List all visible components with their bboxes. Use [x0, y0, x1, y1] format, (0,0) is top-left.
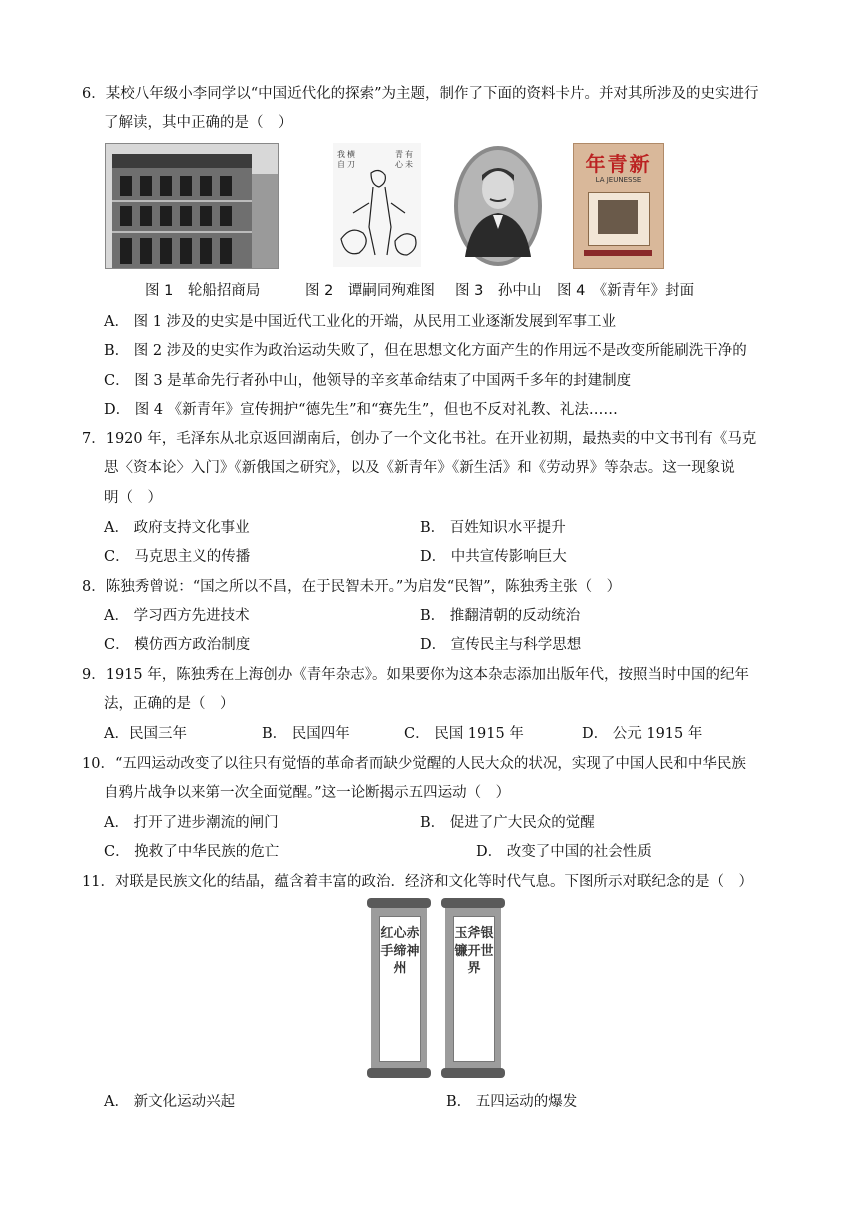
q7-option-a[interactable]: A． 政府支持文化事业 [104, 520, 250, 536]
figure-2-caption: 图 2 谭嗣同殉难图 [305, 283, 435, 299]
figure-4-new-youth-cover [573, 143, 664, 269]
q10-stem-line1: 10．“五四运动改变了以往只有觉悟的革命者而缺少觉醒的人民大众的状况，实现了中国人民和中华民族 [82, 756, 746, 772]
scroll-paper [371, 908, 427, 1068]
q6-stem-line1: 6．某校八年级小李同学以“中国近代化的探索”为主题，制作了下面的资料卡片。并对其所涉及的史实进行 [82, 86, 759, 102]
scroll-bottom-rod [441, 1068, 505, 1078]
figure-2-tan-sitong-drawing [333, 143, 421, 267]
q9-option-a[interactable]: A．民国三年 [104, 726, 187, 742]
magazine-portrait [598, 200, 638, 234]
q8-stem: 8．陈独秀曾说：“国之所以不昌，在于民智未开。”为启发“民智”，陈独秀主张（ ） [82, 579, 622, 595]
q8-option-a[interactable]: A． 学习西方先进技术 [104, 608, 250, 624]
q7-stem-line1: 7．1920 年，毛泽东从北京返回湖南后，创办了一个文化书社。在开业初期，最热卖的中文书刊有《马克 [82, 431, 757, 447]
q6-stem-line2: 了解读，其中正确的是（ ） [104, 115, 293, 131]
svg-text:刀: 刀 [347, 160, 355, 169]
q10-stem-line2: 自鸦片战争以来第一次全面觉醒。”这一论断揭示五四运动（ ） [104, 785, 511, 801]
q9-option-c[interactable]: C． 民国 1915 年 [404, 726, 524, 742]
q9-stem-line2: 法，正确的是（ ） [104, 696, 235, 712]
figure-3-sun-yat-sen-portrait [453, 145, 543, 267]
q8-option-d[interactable]: D． 宣传民主与科学思想 [420, 637, 582, 653]
scroll-inner [379, 916, 421, 1062]
q10-option-d[interactable]: D． 改变了中国的社会性质 [476, 844, 652, 860]
figure-1-building-photo [105, 143, 279, 269]
q10-option-c[interactable]: C． 挽救了中华民族的危亡 [104, 844, 280, 860]
svg-text:有: 有 [405, 150, 413, 159]
magazine-title: 年青新 [585, 152, 652, 176]
couplet-right-scroll [445, 898, 501, 1078]
figure-3-caption: 图 3 孙中山 [455, 283, 542, 299]
q6-option-b[interactable]: B． 图 2 涉及的史实作为政治运动失败了，但在思想文化方面产生的作用远不是改变所能刷洗干净的 [104, 343, 747, 359]
svg-text:我: 我 [337, 150, 345, 159]
q6-option-a[interactable]: A． 图 1 涉及的史实是中国近代工业化的开端，从民用工业逐渐发展到军事工业 [104, 314, 617, 330]
q10-option-a[interactable]: A． 打开了进步潮流的闸门 [104, 815, 279, 831]
figure-1-caption: 图 1 轮船招商局 [145, 283, 261, 299]
magazine-footer-bar [584, 250, 652, 256]
scroll-top-rod [441, 898, 505, 908]
magazine-subtitle: LA JEUNESSE [595, 176, 642, 184]
svg-text:自: 自 [337, 160, 345, 169]
q7-stem-line3: 明（ ） [104, 490, 162, 506]
scroll-inner [453, 916, 495, 1062]
scroll-paper [445, 908, 501, 1068]
q9-stem-line1: 9．1915 年，陈独秀在上海创办《青年杂志》。如果要你为这本杂志添加出版年代，按照当时中国的纪年 [82, 667, 749, 683]
q6-option-c[interactable]: C． 图 3 是革命先行者孙中山，他领导的辛亥革命结束了中国两千多年的封建制度 [104, 373, 632, 389]
q10-option-b[interactable]: B． 促进了广大民众的觉醒 [420, 815, 595, 831]
q7-option-b[interactable]: B． 百姓知识水平提升 [420, 520, 566, 536]
svg-text:心: 心 [395, 160, 403, 169]
scroll-top-rod [367, 898, 431, 908]
svg-text:横: 横 [347, 150, 355, 159]
q7-option-c[interactable]: C． 马克思主义的传播 [104, 549, 251, 565]
q7-stem-line2: 思〈资本论〉入门》《新俄国之研究》，以及《新青年》《新生活》和《劳动界》等杂志。这一现象说 [104, 460, 735, 476]
q9-option-d[interactable]: D． 公元 1915 年 [582, 726, 703, 742]
q11-stem: 11．对联是民族文化的结晶，蕴含着丰富的政治．经济和文化等时代气息。下图所示对联纪念的是（ ） [82, 874, 753, 890]
svg-text:青: 青 [395, 150, 403, 159]
q11-option-a[interactable]: A． 新文化运动兴起 [104, 1094, 236, 1110]
figure-4-caption: 图 4 《新青年》封面 [557, 283, 695, 299]
q9-option-b[interactable]: B． 民国四年 [262, 726, 350, 742]
couplet-left-scroll [371, 898, 427, 1078]
q8-option-c[interactable]: C． 模仿西方政治制度 [104, 637, 251, 653]
q11-option-b[interactable]: B． 五四运动的爆发 [446, 1094, 578, 1110]
svg-text:未: 未 [405, 160, 413, 169]
q8-option-b[interactable]: B． 推翻清朝的反动统治 [420, 608, 581, 624]
q7-option-d[interactable]: D． 中共宣传影响巨大 [420, 549, 567, 565]
scroll-bottom-rod [367, 1068, 431, 1078]
couplet-right-text: 玉斧银镰开世界 [454, 926, 494, 976]
couplet-left-text: 红心赤手缔神州 [380, 926, 420, 976]
q6-option-d[interactable]: D． 图 4 《新青年》宣传拥护“德先生”和“赛先生”，但也不反对礼教、礼法…… [104, 402, 618, 418]
